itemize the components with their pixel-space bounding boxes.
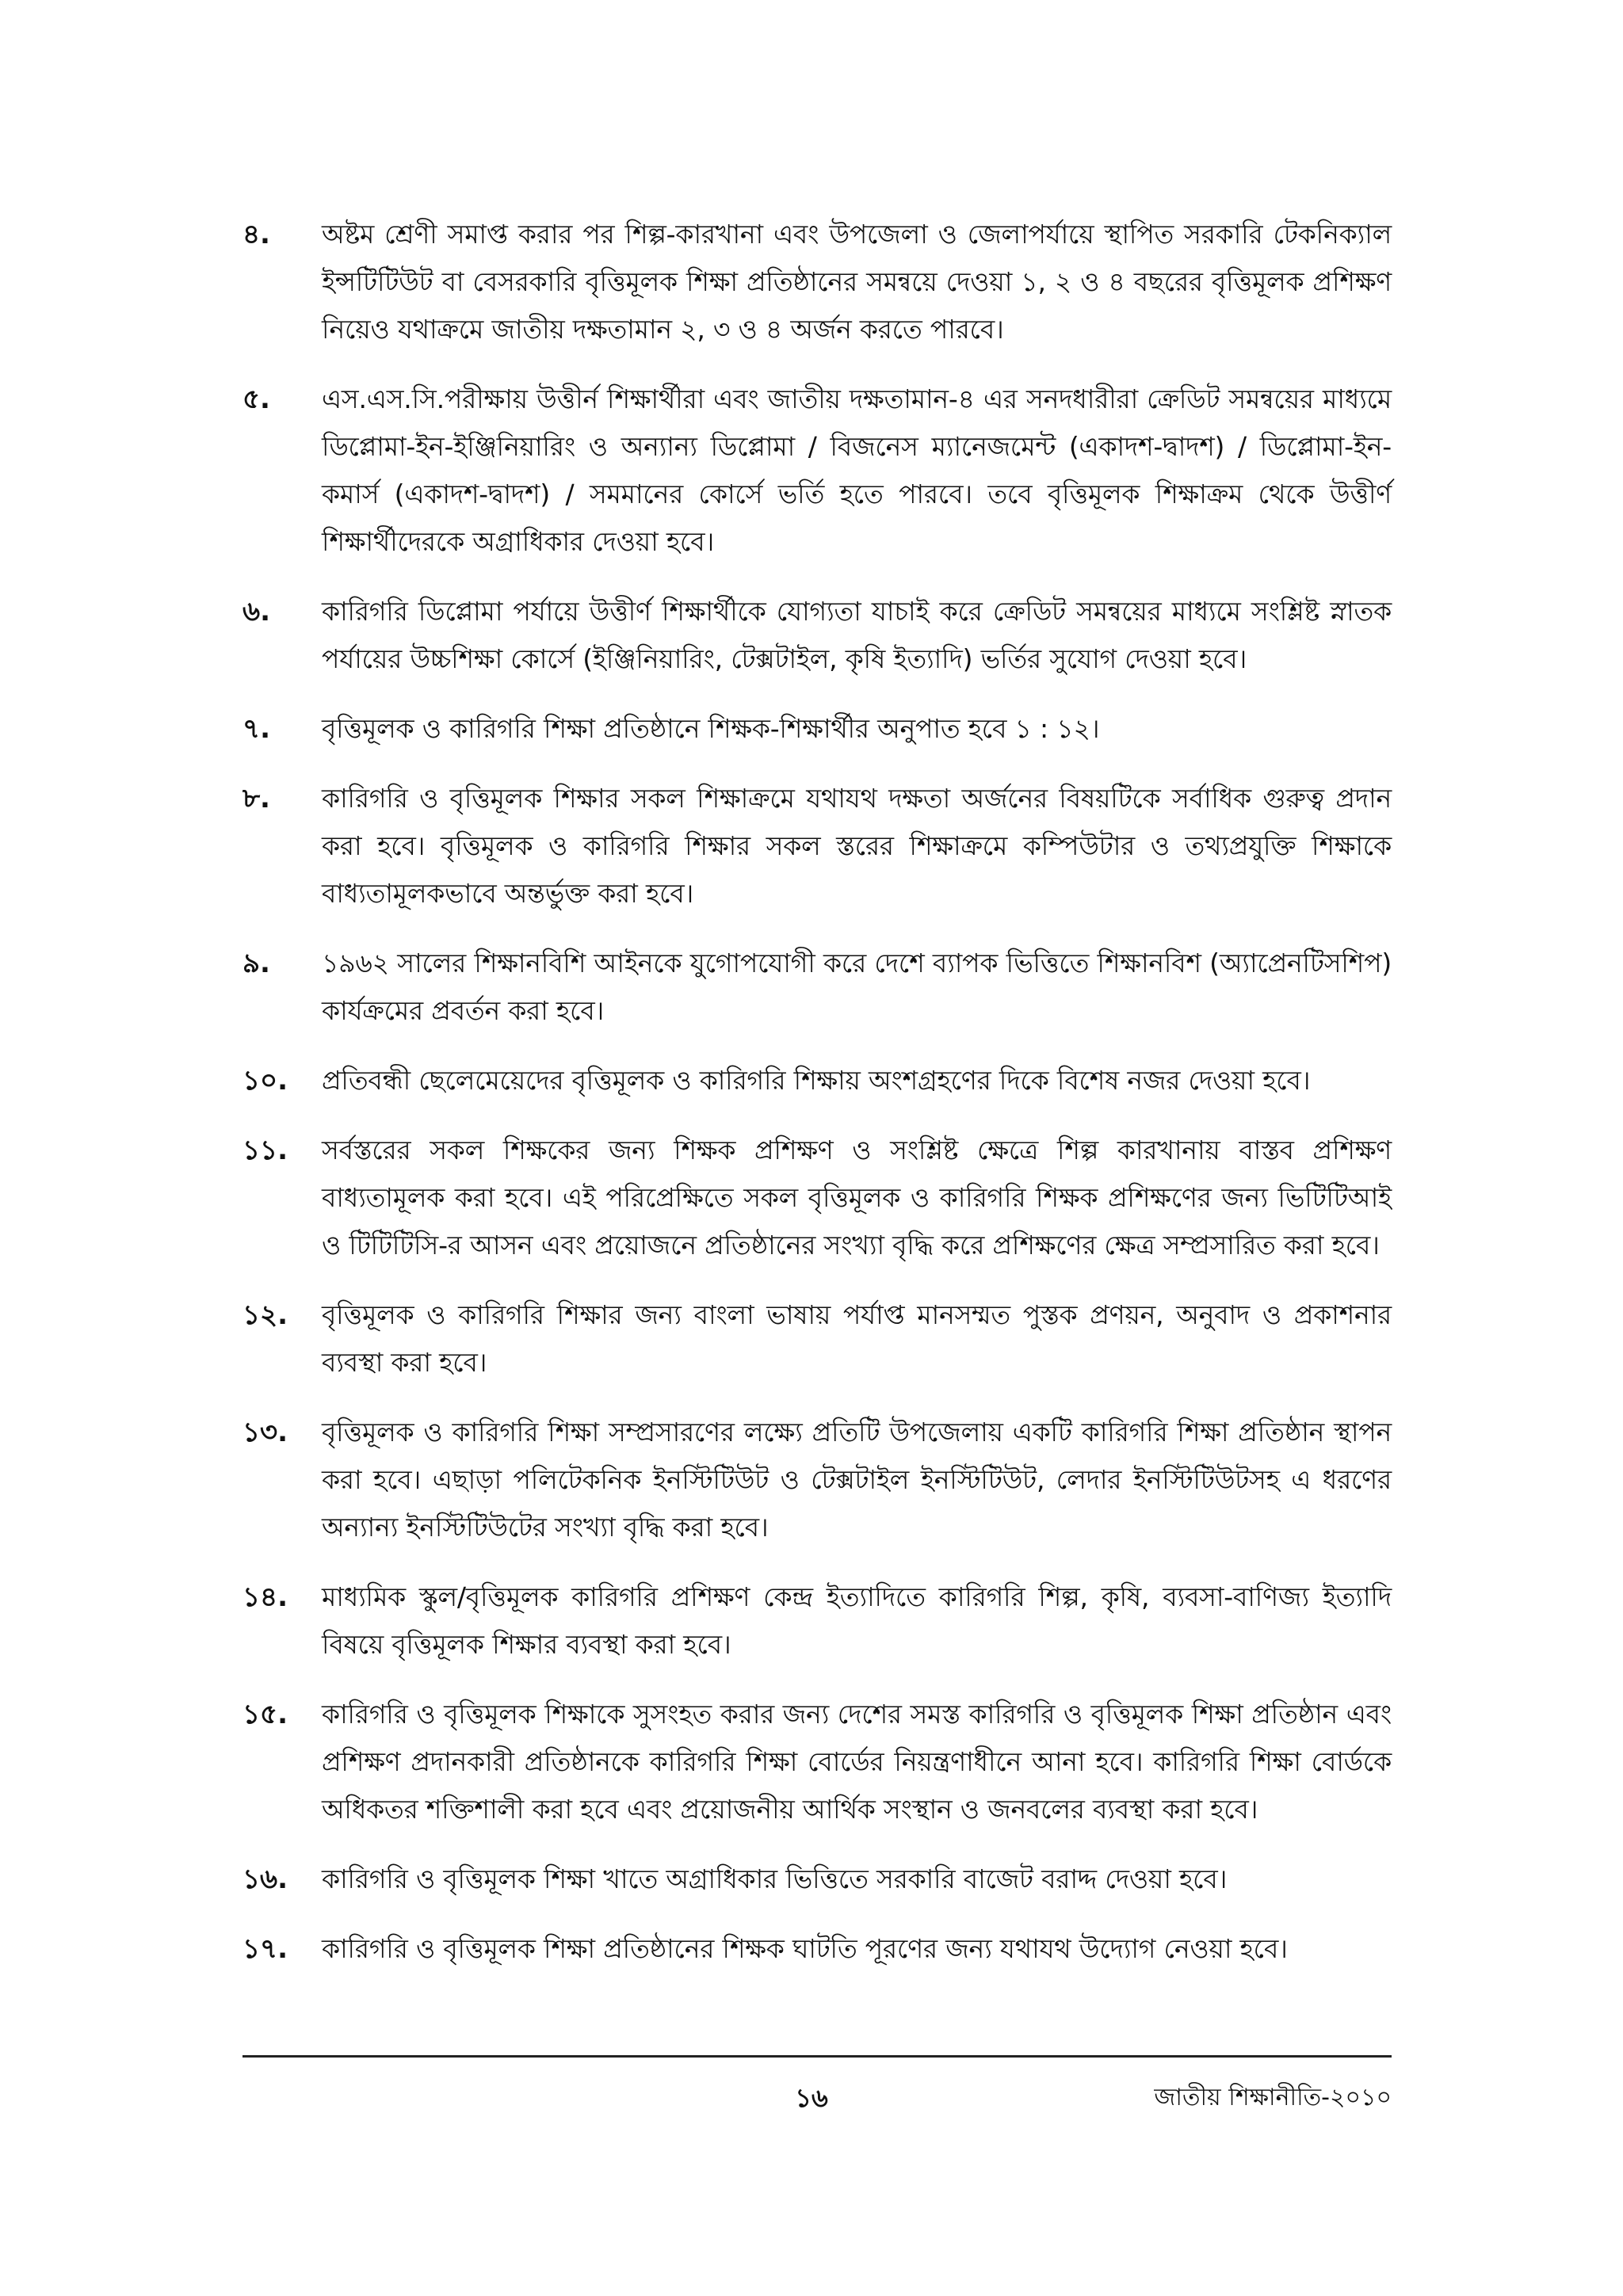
list-item <box>242 775 1392 917</box>
item-number: ১২. <box>242 1299 288 1331</box>
item-text: কারিগরি ডিপ্লোমা পর্যায়ে উত্তীর্ণ শিক্ষার্থীকে যোগ্যতা যাচাই করে ক্রেডিট সমন্বয়ের মাধ্যমে সংশ্লিষ্ট স্নাতক পর্যায়ের উচ্চশিক্ষা কোর্সে (ইঞ্জিনিয়ারিং, টেক্সটাইল, কৃষি ইত্যাদি) ভর্তির সুযোগ দেওয়া হবে। <box>322 596 1392 674</box>
item-number: ৯. <box>242 948 270 979</box>
item-text: প্রতিবন্ধী ছেলেমেয়েদের বৃত্তিমূলক ও কারিগরি শিক্ষায় অংশগ্রহণের দিকে বিশেষ নজর দেওয়া হবে। <box>322 1065 1311 1096</box>
list-item <box>242 1291 1392 1386</box>
list-item <box>242 1573 1392 1669</box>
list-item <box>242 1925 1392 1973</box>
list-item <box>242 211 1392 353</box>
item-number: ৫. <box>242 383 270 415</box>
item-number: ১৬. <box>242 1863 288 1895</box>
item-text: অষ্টম শ্রেণী সমাপ্ত করার পর শিল্প-কারখানা এবং উপজেলা ও জেলাপর্যায়ে স্থাপিত সরকারি টেকনিক্যাল ইন্সটিটিউট বা বেসরকারি বৃত্তিমূলক শিক্ষা প্রতিষ্ঠানের সমন্বয়ে দেওয়া ১, ২ ও ৪ বছরের বৃত্তিমূলক প্রশিক্ষণ নিয়েও যথাক্রমে জাতীয় দক্ষতামান ২, ৩ ও ৪ অর্জন করতে পারবে। <box>322 219 1392 345</box>
item-text: ১৯৬২ সালের শিক্ষানবিশি আইনকে যুগোপযোগী করে দেশে ব্যাপক ভিত্তিতে শিক্ষানবিশ (অ্যাপ্রেনটিসশিপ) কার্যক্রমের প্রবর্তন করা হবে। <box>322 948 1392 1026</box>
item-number: ১৭. <box>242 1933 288 1965</box>
item-number: ১১. <box>242 1135 288 1166</box>
list-item <box>242 1127 1392 1269</box>
numbered-list <box>242 211 1392 1995</box>
list-item <box>242 588 1392 683</box>
item-number: ১৫. <box>242 1699 288 1730</box>
item-text: সর্বস্তরের সকল শিক্ষকের জন্য শিক্ষক প্রশিক্ষণ ও সংশ্লিষ্ট ক্ষেত্রে শিল্প কারখানায় বাস্তব প্রশিক্ষণ বাধ্যতামূলক করা হবে। এই পরিপ্রেক্ষিতে সকল বৃত্তিমূলক ও কারিগরি শিক্ষক প্রশিক্ষণের জন্য ভিটিটিআই ও টিটিটিসি-র আসন এবং প্রয়োজনে প্রতিষ্ঠানের সংখ্যা বৃদ্ধি করে প্রশিক্ষণের ক্ষেত্র সম্প্রসারিত করা হবে। <box>322 1135 1392 1261</box>
page-number: ১৬ <box>795 2083 828 2113</box>
item-number: ১০. <box>242 1065 288 1097</box>
list-item <box>242 376 1392 566</box>
list-item <box>242 1057 1392 1104</box>
item-text: বৃত্তিমূলক ও কারিগরি শিক্ষা সম্প্রসারণের লক্ষ্যে প্রতিটি উপজেলায় একটি কারিগরি শিক্ষা প্রতিষ্ঠান স্থাপন করা হবে। এছাড়া পলিটেকনিক ইনস্টিটিউট ও টেক্সটাইল ইনস্টিটিউট, লেদার ইনস্টিটিউটসহ এ ধরণের অন্যান্য ইনস্টিটিউটের সংখ্যা বৃদ্ধি করা হবে। <box>322 1417 1392 1543</box>
item-text: বৃত্তিমূলক ও কারিগরি শিক্ষা প্রতিষ্ঠানে শিক্ষক-শিক্ষার্থীর অনুপাত হবে ১ : ১২। <box>322 713 1100 744</box>
item-number: ৭. <box>242 713 271 745</box>
item-text: কারিগরি ও বৃত্তিমূলক শিক্ষা খাতে অগ্রাধিকার ভিত্তিতে সরকারি বাজেট বরাদ্দ দেওয়া হবে। <box>322 1863 1228 1894</box>
footer-divider <box>242 2055 1392 2058</box>
item-text: এস.এস.সি.পরীক্ষায় উত্তীর্ন শিক্ষার্থীরা এবং জাতীয় দক্ষতামান-৪ এর সনদধারীরা ক্রেডিট সমন্বয়ের মাধ্যমে ডিপ্লোমা-ইন-ইঞ্জিনিয়ারিং ও অন্যান্য ডিপ্লোমা / বিজনেস ম্যানেজমেন্ট (একাদশ-দ্বাদশ) / ডিপ্লোমা-ইন-কমার্স (একাদশ-দ্বাদশ) / সমমানের কোর্সে ভর্তি হতে পারবে। তবে বৃত্তিমূলক শিক্ষাক্রম থেকে উত্তীর্ণ শিক্ষার্থীদেরকে অগ্রাধিকার দেওয়া হবে। <box>322 383 1392 557</box>
item-text: কারিগরি ও বৃত্তিমূলক শিক্ষার সকল শিক্ষাক্রমে যথাযথ দক্ষতা অর্জনের বিষয়টিকে সর্বাধিক গুরুত্ব প্রদান করা হবে। বৃত্তিমূলক ও কারিগরি শিক্ষার সকল স্তরের শিক্ষাক্রমে কম্পিউটার ও তথ্যপ্রযুক্তি শিক্ষাকে বাধ্যতামূলকভাবে অন্তর্ভুক্ত করা হবে। <box>322 783 1392 909</box>
item-number: ৪. <box>242 219 270 250</box>
item-number: ৬. <box>242 596 271 627</box>
item-number: ১৪. <box>242 1581 288 1613</box>
list-item <box>242 1855 1392 1903</box>
item-text: বৃত্তিমূলক ও কারিগরি শিক্ষার জন্য বাংলা ভাষায় পর্যাপ্ত মানসম্মত পুস্তক প্রণয়ন, অনুবাদ ও প্রকাশনার ব্যবস্থা করা হবে। <box>322 1299 1392 1378</box>
item-text: কারিগরি ও বৃত্তিমূলক শিক্ষাকে সুসংহত করার জন্য দেশের সমস্ত কারিগরি ও বৃত্তিমূলক শিক্ষা প্রতিষ্ঠান এবং প্রশিক্ষণ প্রদানকারী প্রতিষ্ঠানকে কারিগরি শিক্ষা বোর্ডের নিয়ন্ত্রণাধীনে আনা হবে। কারিগরি শিক্ষা বোর্ডকে অধিকতর শক্তিশালী করা হবে এবং প্রয়োজনীয় আর্থিক সংস্থান ও জনবলের ব্যবস্থা করা হবে। <box>322 1699 1392 1825</box>
item-number: ৮. <box>242 783 270 814</box>
list-item <box>242 1409 1392 1551</box>
item-number: ১৩. <box>242 1417 288 1448</box>
list-item <box>242 1691 1392 1833</box>
item-text: কারিগরি ও বৃত্তিমূলক শিক্ষা প্রতিষ্ঠানের শিক্ষক ঘাটতি পূরণের জন্য যথাযথ উদ্যোগ নেওয়া হবে। <box>322 1933 1288 1964</box>
document-title: জাতীয় শিক্ষানীতি-২০১০ <box>1154 2084 1392 2111</box>
list-item <box>242 705 1392 753</box>
item-text: মাধ্যমিক স্কুল/বৃত্তিমূলক কারিগরি প্রশিক্ষণ কেন্দ্র ইত্যাদিতে কারিগরি শিল্প, কৃষি, ব্যবসা-বাণিজ্য ইত্যাদি বিষয়ে বৃত্তিমূলক শিক্ষার ব্যবস্থা করা হবে। <box>322 1581 1392 1660</box>
list-item <box>242 940 1392 1035</box>
